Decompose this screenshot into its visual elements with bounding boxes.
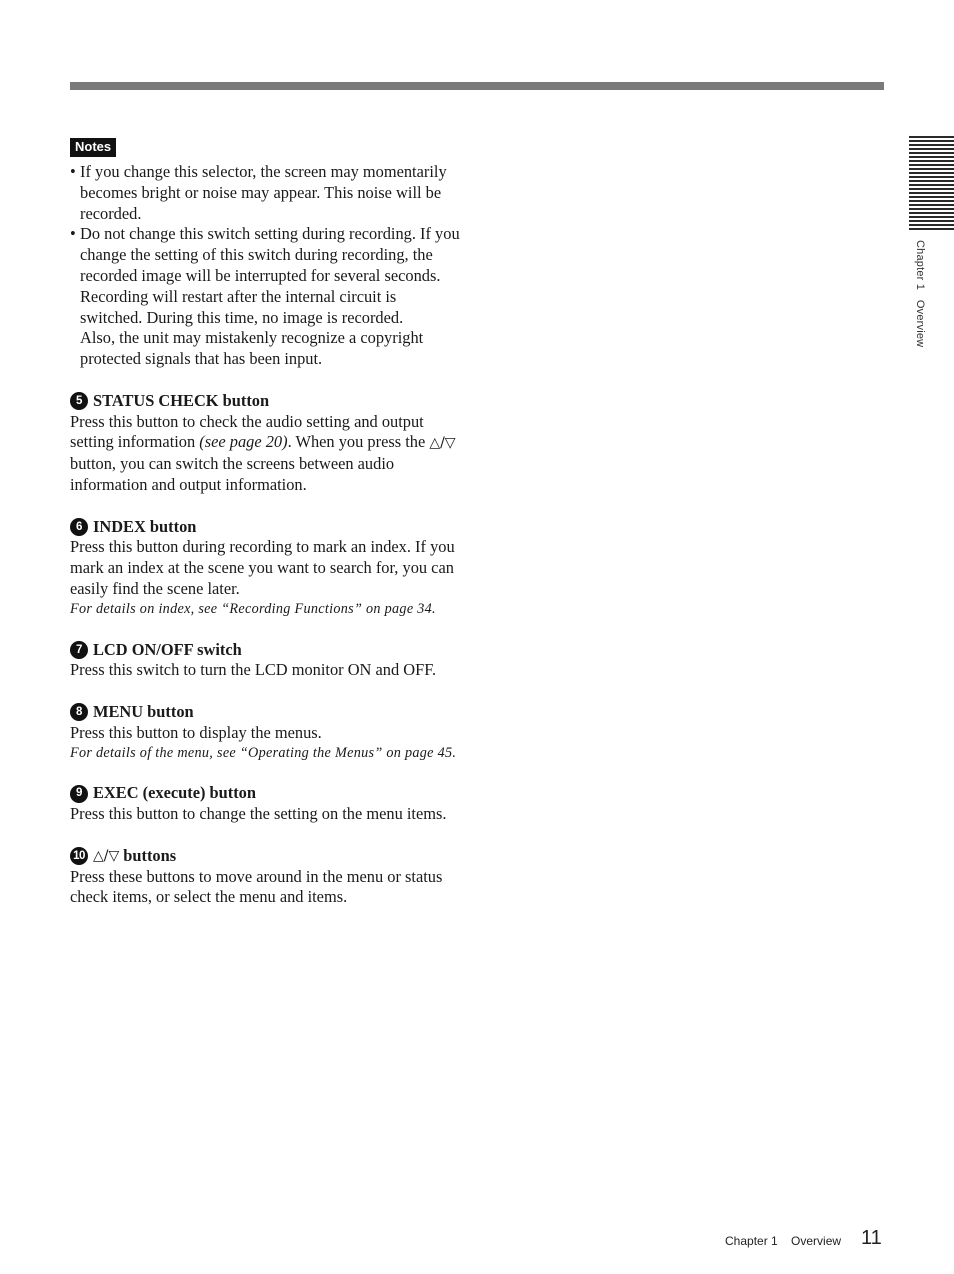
number-8-icon: 8: [70, 703, 88, 721]
up-down-arrows-icon: △/▽: [429, 435, 456, 452]
bullet: •: [70, 162, 76, 181]
section-title: EXEC (execute) button: [93, 783, 256, 803]
section-heading: [70, 391, 462, 412]
number-6-icon: 6: [70, 518, 88, 536]
note-item: [70, 162, 462, 224]
section-title: STATUS CHECK button: [93, 390, 270, 410]
footer-chapter-label: Chapter 1 Overview: [725, 1234, 842, 1248]
section-reference: For details on index, see “Recording Functions” on page 34.: [70, 600, 436, 617]
section-body: [70, 412, 462, 496]
body-part: Press this button to check the audio setting and output setting information: [70, 411, 424, 452]
page-reference: (see page 20): [199, 432, 288, 452]
section-heading: [70, 846, 462, 867]
up-down-arrows-icon: △/▽: [93, 847, 120, 864]
section-heading: [70, 783, 462, 804]
section-body: Press these buttons to move around in the menu or status check items, or select the menu and items.: [70, 866, 443, 907]
section-heading: [70, 702, 462, 723]
section-index: [70, 517, 462, 619]
number-7-icon: 7: [70, 641, 88, 659]
section-menu: [70, 702, 462, 763]
body-part: . When you press the: [287, 432, 430, 452]
section-body: Press this button to display the menus.: [70, 722, 322, 742]
section-heading: [70, 517, 462, 538]
bullet: •: [70, 224, 76, 244]
main-content: [70, 136, 462, 908]
section-title: LCD ON/OFF switch: [93, 639, 242, 659]
side-chapter-label: Chapter 1 Overview: [914, 240, 926, 348]
note-item: [70, 224, 462, 370]
section-body: Press this button to change the setting on the menu items.: [70, 804, 447, 824]
page-number: 11: [861, 1227, 882, 1249]
notes-badge: Notes: [70, 138, 116, 157]
section-reference: For details of the menu, see “Operating the Menus” on page 45.: [70, 744, 457, 761]
section-title: buttons: [123, 845, 177, 865]
note-text: If you change this selector, the screen may momentarily becomes bright or noise may appear. This noise will be recorded.: [80, 162, 447, 223]
section-arrow-buttons: [70, 846, 462, 908]
section-lcd-switch: [70, 640, 462, 682]
section-body: Press this switch to turn the LCD monitor ON and OFF.: [70, 660, 437, 680]
section-heading: [70, 640, 462, 661]
section-exec: [70, 783, 462, 825]
note-text: Do not change this switch setting during recording. If you change the setting of this switch during recording, the recorded image will be interrupted for several seconds. Recording will restart after the internal circuit is switched. During this time, no image is recorded.: [80, 224, 460, 327]
note-text-extra: Also, the unit may mistakenly recognize a copyright protected signals that has been input.: [80, 328, 424, 369]
section-title: INDEX button: [93, 516, 197, 536]
number-5-icon: 5: [70, 392, 88, 410]
chapter-tab-marker: [909, 136, 954, 230]
number-9-icon: 9: [70, 785, 88, 803]
section-body: Press this button during recording to mark an index. If you mark an index at the scene you want to search for, you can easily find the scene later.: [70, 537, 455, 598]
top-rule: [70, 82, 884, 90]
number-10-icon: 10: [70, 847, 88, 865]
section-title: MENU button: [93, 701, 194, 721]
body-part: button, you can switch the screens between audio information and output information.: [70, 454, 395, 494]
section-status-check: [70, 391, 462, 496]
